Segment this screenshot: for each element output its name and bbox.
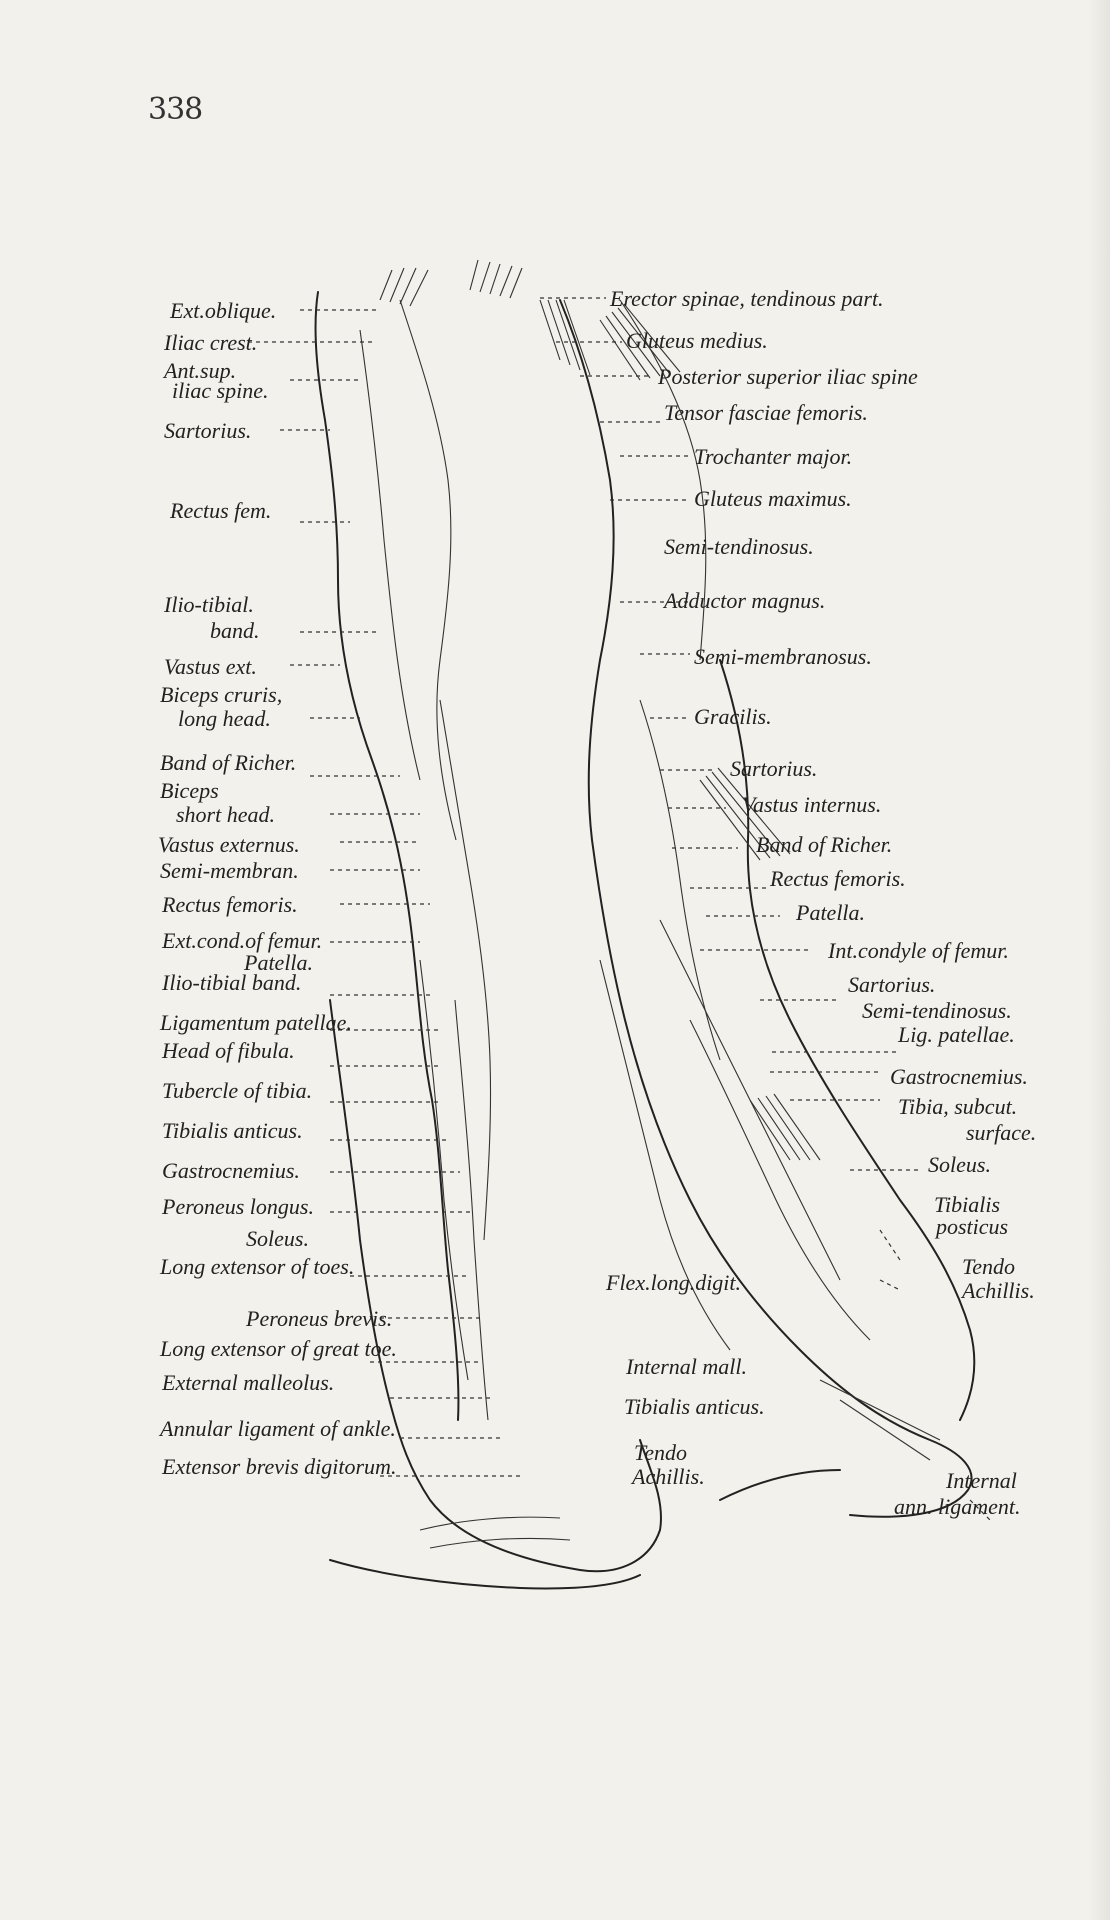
lateral-leg-drawing	[316, 260, 661, 1588]
label-biceps-cruris-2: long head.	[178, 706, 271, 731]
label-ilio-tibial-2: band.	[210, 618, 260, 643]
label-tensor-fasciae: Tensor fasciae femoris.	[664, 400, 868, 425]
label-head-fibula: Head of fibula.	[162, 1038, 295, 1063]
label-internal-mall: Internal mall.	[626, 1354, 747, 1379]
label-rectus-fem-left: Rectus fem.	[170, 498, 272, 523]
label-sartorius-left: Sartorius.	[164, 418, 252, 443]
label-long-ext-great-toe: Long extensor of great toe.	[160, 1336, 397, 1361]
label-tendo-center-2: Achillis.	[632, 1464, 705, 1489]
label-post-sup-iliac: Posterior superior iliac spine	[658, 364, 918, 389]
label-long-ext-toes: Long extensor of toes.	[160, 1254, 355, 1279]
label-gluteus-maximus: Gluteus maximus.	[694, 486, 852, 511]
label-tendo-center-1: Tendo	[634, 1440, 687, 1465]
page-edge-shadow	[1088, 0, 1110, 1920]
label-tendo-achillis-right-1: Tendo	[962, 1254, 1015, 1279]
label-flex-long-digit: Flex.long.digit.	[606, 1270, 742, 1295]
label-ext-cond-femur: Ext.cond.of femur.	[162, 928, 323, 953]
label-lig-patellae-left: Ligamentum patellae.	[160, 1010, 352, 1035]
label-semi-membranosus-right: Semi-membranosus.	[694, 644, 872, 669]
label-tibialis-posticus-2: posticus	[936, 1214, 1009, 1239]
label-ilio-tibial-band: Ilio-tibial band.	[162, 970, 302, 995]
label-adductor-magnus: Adductor magnus.	[664, 588, 826, 613]
label-tibia-subcut-2: surface.	[966, 1120, 1037, 1145]
label-patella-left: Patella.	[244, 950, 314, 975]
label-ext-oblique: Ext.oblique.	[170, 298, 277, 323]
label-semi-tend-right-2: Semi-tendinosus.	[862, 998, 1012, 1023]
label-biceps-short-1: Biceps	[160, 778, 219, 803]
label-sartorius-right-2: Sartorius.	[848, 972, 936, 997]
label-annular-lig: Annular ligament of ankle.	[160, 1416, 396, 1441]
label-biceps-cruris-1: Biceps cruris,	[160, 682, 283, 707]
label-patella-right: Patella.	[796, 900, 866, 925]
right-leader-lines	[540, 298, 990, 1520]
label-soleus-right: Soleus.	[928, 1152, 991, 1177]
label-gluteus-medius: Gluteus medius.	[626, 328, 768, 353]
label-vastus-externus-left: Vastus externus.	[158, 832, 300, 857]
label-ant-sup-1: Ant.sup.	[164, 358, 237, 383]
label-band-richer-right: Band of Richer.	[756, 832, 893, 857]
label-ant-sup-2: iliac spine.	[172, 378, 269, 403]
label-gracilis: Gracilis.	[694, 704, 772, 729]
label-tibialis-anticus-left: Tibialis anticus.	[162, 1118, 303, 1143]
label-semi-tend-right-1: Semi-tendinosus.	[664, 534, 814, 559]
label-trochanter: Trochanter major.	[694, 444, 853, 469]
label-biceps-short-2: short head.	[176, 802, 275, 827]
label-band-richer-left: Band of Richer.	[160, 750, 297, 775]
label-gastrocnemius-right: Gastrocnemius.	[890, 1064, 1028, 1089]
label-sartorius-right-1: Sartorius.	[730, 756, 818, 781]
label-ext-malleolus: External malleolus.	[162, 1370, 335, 1395]
page-number: 338	[148, 92, 203, 127]
label-ilio-tibial-1: Ilio-tibial.	[164, 592, 254, 617]
label-tubercle-tibia: Tubercle of tibia.	[162, 1078, 313, 1103]
label-ext-brevis-dig: Extensor brevis digitorum.	[162, 1454, 397, 1479]
label-tibialis-anticus-center: Tibialis anticus.	[624, 1394, 765, 1419]
label-tibia-subcut-1: Tibia, subcut.	[898, 1094, 1018, 1119]
label-tibialis-posticus-1: Tibialis	[934, 1192, 1001, 1217]
label-peroneus-longus: Peroneus longus.	[162, 1194, 314, 1219]
label-soleus-left: Soleus.	[246, 1226, 309, 1251]
label-vastus-internus: Vastus internus.	[742, 792, 882, 817]
label-semi-membran-left: Semi-membran.	[160, 858, 299, 883]
label-erector-spinae: Erector spinae, tendinous part.	[610, 286, 884, 311]
label-tendo-achillis-right-2: Achillis.	[962, 1278, 1035, 1303]
medial-leg-drawing	[560, 300, 974, 1517]
label-vastus-ext-left: Vastus ext.	[164, 654, 257, 679]
label-int-condyle: Int.condyle of femur.	[828, 938, 1009, 963]
label-internal-ann-1: Internal	[946, 1468, 1017, 1493]
label-internal-ann-2: ann. ligament.	[894, 1494, 1021, 1519]
label-rectus-femoris-left: Rectus femoris.	[162, 892, 298, 917]
label-rectus-femoris-right: Rectus femoris.	[770, 866, 906, 891]
label-peroneus-brevis: Peroneus brevis.	[246, 1306, 393, 1331]
label-lig-patellae-right: Lig. patellae.	[898, 1022, 1015, 1047]
label-gastrocnemius-left: Gastrocnemius.	[162, 1158, 300, 1183]
label-iliac-crest: Iliac crest.	[164, 330, 258, 355]
